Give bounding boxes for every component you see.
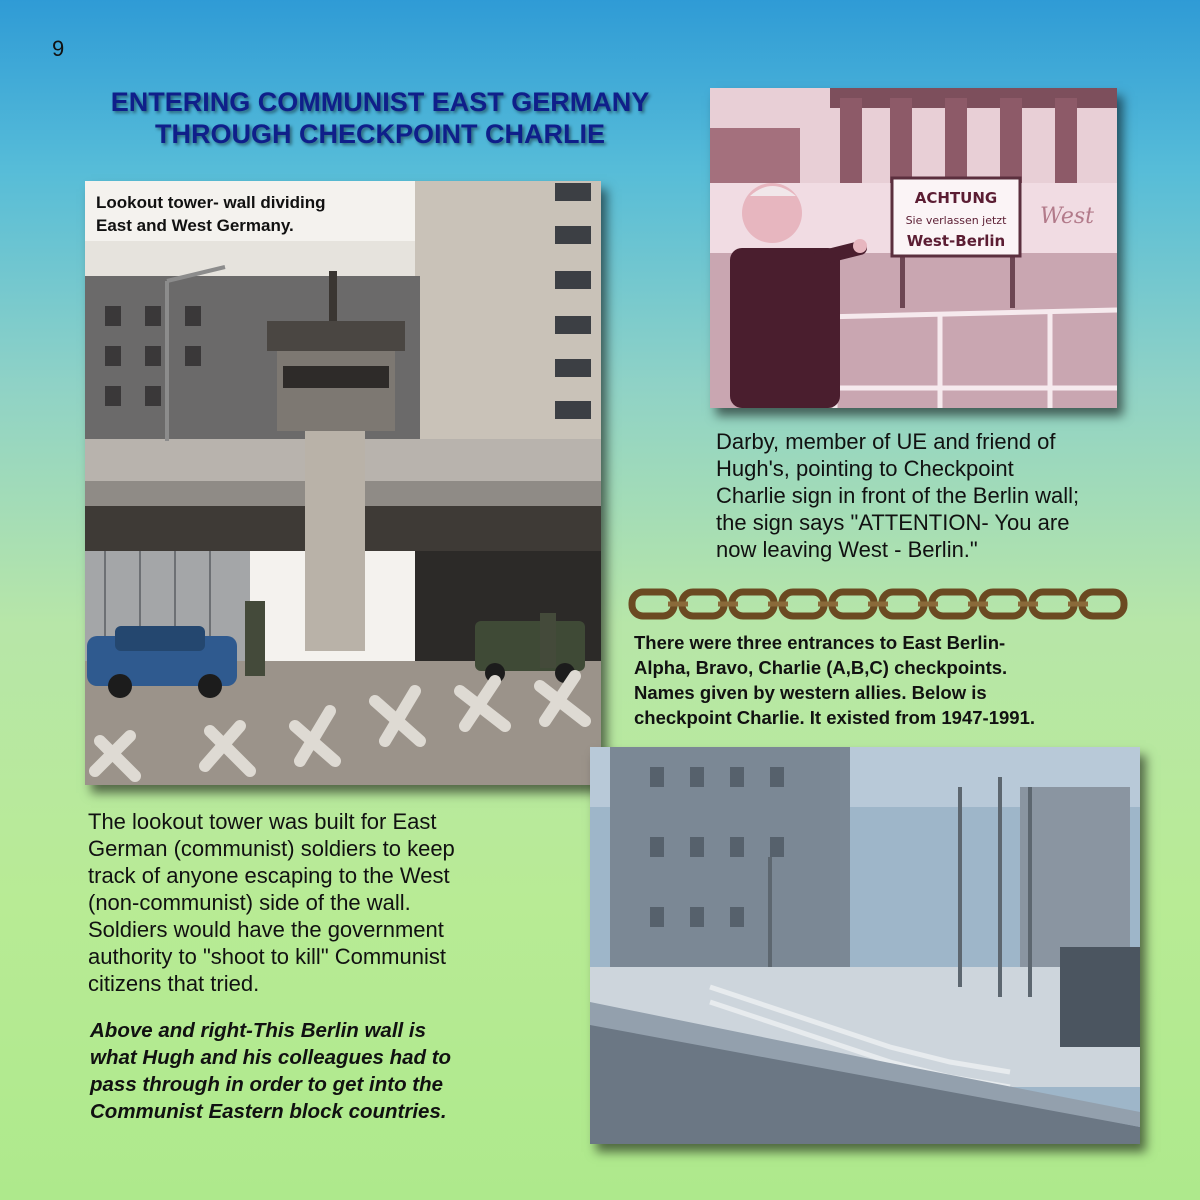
text-line: Hugh's, pointing to Checkpoint xyxy=(716,456,1014,481)
text-line: German (communist) soldiers to keep xyxy=(88,836,455,861)
darby-caption xyxy=(716,428,1176,563)
text-line: what Hugh and his colleagues had to xyxy=(90,1046,452,1069)
chain-divider xyxy=(628,586,1140,622)
page-number: 9 xyxy=(52,36,65,61)
lookout-tower-text xyxy=(88,808,558,997)
caption-line: Lookout tower- wall dividing xyxy=(96,193,326,212)
berlin-wall-note xyxy=(90,1017,560,1125)
page-title xyxy=(40,86,720,150)
sign-text-line-2: Sie verlassen jetzt xyxy=(905,214,1007,227)
text-line: The lookout tower was built for East xyxy=(88,809,437,834)
text-line: Communist Eastern block countries. xyxy=(90,1100,447,1123)
lookout-tower-photo xyxy=(85,181,601,785)
sign-text-line-1: ACHTUNG xyxy=(914,189,998,207)
text-line: now leaving West - Berlin." xyxy=(716,537,978,562)
title-line-1: ENTERING COMMUNIST EAST GERMANY xyxy=(110,87,650,117)
text-line: There were three entrances to East Berlin- xyxy=(634,632,1006,653)
graffiti-text: West xyxy=(1040,204,1094,229)
sign-text-line-3: West-Berlin xyxy=(906,232,1006,250)
text-line: Soldiers would have the government xyxy=(88,917,444,942)
text-line: (non-communist) side of the wall. xyxy=(88,890,411,915)
berlin-wall-photo xyxy=(590,747,1140,1144)
text-line: Above and right-This Berlin wall is xyxy=(90,1019,427,1042)
text-line: authority to "shoot to kill" Communist xyxy=(88,944,446,969)
text-line: pass through in order to get into the xyxy=(90,1073,444,1096)
text-line: track of anyone escaping to the West xyxy=(88,863,450,888)
entrances-text xyxy=(634,630,1154,730)
text-line: Names given by western allies. Below is xyxy=(634,682,987,703)
lookout-tower-caption xyxy=(96,191,326,237)
caption-line: East and West Germany. xyxy=(96,216,294,235)
text-line: checkpoint Charlie. It existed from 1947-1991. xyxy=(634,707,1035,728)
title-line-2: THROUGH CHECKPOINT CHARLIE xyxy=(155,119,605,149)
darby-photo xyxy=(710,88,1117,408)
text-line: Charlie sign in front of the Berlin wall; xyxy=(716,483,1080,508)
text-line: citizens that tried. xyxy=(88,971,260,996)
text-line: Alpha, Bravo, Charlie (A,B,C) checkpoints. xyxy=(634,657,1008,678)
text-line: Darby, member of UE and friend of xyxy=(716,429,1056,454)
text-line: the sign says "ATTENTION- You are xyxy=(716,510,1070,535)
